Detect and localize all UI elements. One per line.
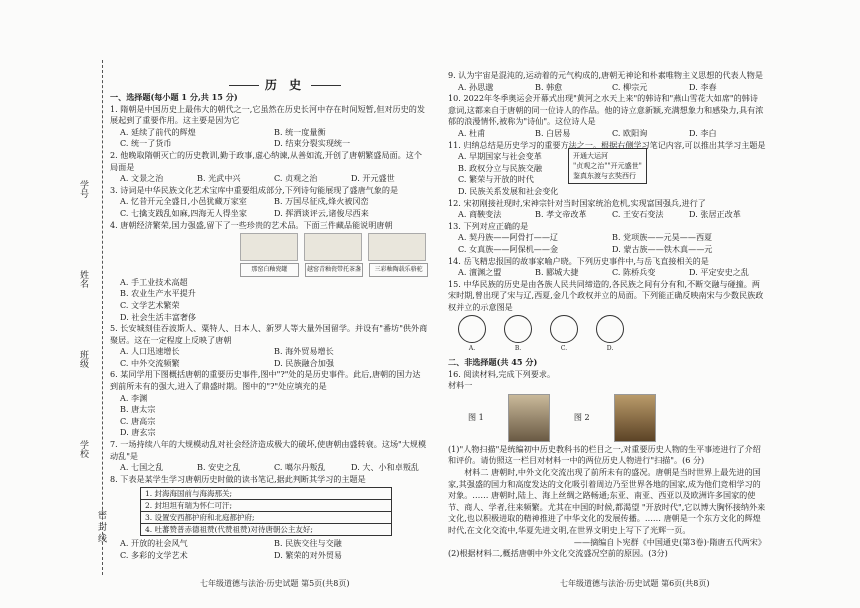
section-heading: 一、选择题(每小题 1 分,共 15 分): [110, 92, 238, 102]
question-stem: 8. 下表是某学生学习唐朝历史时做的读书笔记,据此判断其学习的主题是: [110, 473, 366, 484]
option: C. 噶尔丹叛乱: [274, 462, 326, 473]
q15-option-label: A.: [468, 345, 476, 353]
question-stem: 14. 岳飞精忠报国的故事家喻户晓。下列历史事件中,与岳飞直接相关的是: [448, 255, 709, 266]
option: C. 女真族——阿保机——金: [458, 243, 559, 254]
question-stem: 6. 某同学用下图概括唐朝的重要历史事件,图中"?"处的是历史事件。此后,唐朝的国力达到前所未有的强大,进入了鼎盛时期。图中的"?"处应填充的是: [110, 369, 421, 392]
artifact-picture: [368, 233, 426, 261]
fig2-label: 图 2: [573, 412, 590, 423]
question-stem: 1. 隋朝是中国历史上最伟大的朝代之一,它虽然在历史长河中存在时间短暂,但对历史的发展起到了重要作用。这主要是因为它: [110, 103, 425, 126]
page-title: 历 史: [190, 76, 380, 93]
option: A. 商鞅变法: [458, 209, 502, 220]
option: B. 海外贸易增长: [274, 346, 334, 357]
options: [448, 128, 766, 140]
q4-images: [110, 233, 428, 261]
option: A. 杜甫: [458, 127, 486, 138]
option: A. 人口迅速增长: [120, 346, 180, 357]
option: A. 开放的社会风气: [120, 538, 188, 549]
artifact-image: [240, 233, 298, 261]
q16-material2: 材料二 唐朝时,中外文化交流出现了前所未有的盛况。唐朝是当时世界上最先进的国家,其强盛的国力和高度发达的文化吸引着周边乃至世界各地的国家,成为他们竞相学习的对象。…… 唐朝时,陆上、海上丝绸之路畅通;东亚、南亚、西亚以及欧洲许多国家的使节、商人、学者,往来频繁。尤其在中国的时候,都渴望 "开放时代",它以博大胸怀接纳外来文化,也以积极进取的精神推进了中华文化的发展传播。…… 唐朝是一个东方文化的辉煌时代,在文化交流中,华夏先进文明,在世界文明史上写下了光辉一页。: [448, 467, 766, 535]
q15-options: [448, 315, 766, 355]
option: A. 李渊: [120, 392, 148, 403]
option: D. 大、小和卓叛乱: [351, 462, 420, 473]
question-stem: 13. 下列对应正确的是: [448, 220, 529, 231]
option: B. 党项族——元昊——西夏: [612, 232, 713, 243]
options: [448, 82, 766, 94]
artifact-picture: [240, 233, 298, 261]
option: C. 统一了货币: [120, 138, 172, 149]
option: B. 安史之乱: [197, 462, 241, 473]
question-stem: 10. 2022年冬季奥运会开幕式出现"黄河之水天上来"的韩诗和"燕山雪花大如席"的韩诗意词,这都来自于唐朝的同一位诗人的作品。他的诗立意新颖,充满想象力和感染力,具有浓郁的浪漫情怀,被称为"诗仙"。这位诗人是: [448, 93, 764, 127]
right-questions: [448, 70, 766, 355]
q11-note-3: 鉴真东渡与玄奘西行: [573, 172, 636, 180]
question-stem: 3. 诗词是中华民族文化艺术宝库中重要组成部分,下列诗句能展现了盛唐气象的是: [110, 184, 399, 195]
q16-material1-label: 材料一: [448, 380, 473, 391]
options: [448, 232, 766, 255]
q15-option: [596, 315, 624, 355]
option: D. 民族融合加强: [274, 357, 334, 368]
option: D. 繁荣的对外贸易: [274, 550, 343, 560]
option: D. 社会生活丰富奢侈: [120, 311, 197, 322]
options: [110, 173, 428, 185]
option: A. 契丹族——阿骨打——辽: [458, 232, 559, 243]
seal-line: [102, 60, 103, 575]
q15-option: [458, 315, 486, 355]
q15-option: [550, 315, 578, 355]
q16-req1: (1)"人物扫描"是统编初中历史教科书的栏目之一,对重要历史人物的生平事迹进行了介绍和评价。请仿照这一栏目对材料一中的两位历史人物进行"扫描"。(6 分): [448, 443, 761, 466]
question-stem: 11. 归纳总结是历史学习的重要方法之一。根据右侧学习笔记内容,可以推出其学习主题是: [448, 139, 766, 150]
options: [110, 462, 428, 474]
option: D. 蒙古族——铁木真——元: [612, 243, 713, 254]
option: B. 唐太宗: [120, 404, 156, 415]
question-stem: 15. 中华民族的历史是由各族人民共同缔造的,各民族之间有分有和,不断交融与碰撞。两宋时期,曾出现了宋与辽,西夏,金几个政权并立的局面。下列能正确反映南宋与少数民族政权并立的示意图是: [448, 278, 764, 312]
option: B. 农业生产水平提升: [120, 288, 196, 299]
q15-option: [504, 315, 532, 355]
q15-map-icon: [550, 315, 578, 343]
question-stem: 12. 宋初刚接社现时,宋神宗针对当时国家统治危机,实现富国强兵,进行了: [448, 197, 706, 208]
q16-req2: (2)根据材料二,概括唐朝中外文化交流盛况空前的原因。(3分): [448, 548, 668, 559]
option: B. 民族交往与交融: [274, 538, 342, 549]
left-questions: [110, 104, 428, 562]
q8-note-row: 3. 设置安西都护府和北庭都护府;: [141, 512, 391, 524]
q15-option-label: C.: [560, 345, 568, 353]
artifact-picture: [304, 233, 362, 261]
option: D. 唐玄宗: [120, 427, 156, 438]
q8-note-row: 1. 封海海国前与海海那关;: [141, 488, 391, 500]
question-stem: 9. 认为宇宙是混沌的,运动着的元气构成的,唐朝无神论和朴素唯物主义思想的代表人物是: [448, 70, 763, 80]
q11-note-2: "贞观之治""开元盛世": [573, 162, 642, 170]
q8-note-row: 4. 吐蕃赞普赤德祖赞(代赞祖赞)对待唐朝公主友好;: [145, 525, 313, 535]
left-column: [110, 90, 428, 562]
option: C. 王安石变法: [612, 209, 664, 220]
option: A. 文景之治: [120, 173, 164, 184]
q15-map-icon: [596, 315, 624, 343]
question-stem: 7. 一场持续八年的大规模动乱对社会经济造成极大的破坏,使唐朝由盛转衰。这场"大规模动乱"是: [110, 439, 427, 461]
option: B. 孝文帝改革: [535, 209, 587, 220]
option: C. 欧阳询: [612, 127, 648, 138]
options: [110, 196, 428, 219]
q11-note-1: 开通大运河: [573, 152, 608, 160]
option: D. 民族关系发展和社会变化: [458, 185, 559, 196]
option: C. 多彩的文学艺术: [120, 550, 188, 560]
q16-figures: [448, 394, 766, 442]
option: C. 中外交流频繁: [120, 357, 180, 368]
artifact-image: [304, 233, 362, 261]
seal-line-label: 密 封 线: [96, 510, 106, 543]
question-stem: 5. 长安城刻佳吞波斯人、粟特人、日本人、新罗人等大量外国留学。并设有"番坊"供外商聚居。这在一定程度上反映了唐朝: [110, 323, 428, 345]
option: C. 贞观之治: [274, 173, 318, 184]
option: C. 繁荣与开放的时代: [458, 174, 534, 185]
artifact-caption: 三彩釉陶载乐骆驼: [369, 263, 428, 277]
q15-option-label: D.: [606, 345, 614, 353]
option: B. 万国尽征戍,烽火被冈峦: [274, 196, 369, 207]
option: D. 李白: [689, 127, 717, 138]
option: B. 光武中兴: [197, 173, 241, 184]
footer-right: 七年级道德与法治·历史试题 第6页(共8页): [560, 579, 710, 588]
q8-notes-table: [140, 487, 392, 536]
option: A. 七国之乱: [120, 462, 164, 473]
q8-note-row: 2. 封坦坦有瑞为怀仁可汗;: [141, 500, 391, 512]
option: A. 延续了前代的辉煌: [120, 126, 196, 137]
option: D. 平定安史之乱: [689, 267, 749, 278]
artifact-image: [368, 233, 426, 261]
question-stem: 2. 他晚取隋朝灭亡的历史教训,勤于政事,虚心纳谏,从善如流,开创了唐朝繁盛局面。这个局面是: [110, 149, 422, 172]
question-stem: 4. 唐朝经济繁荣,国力强盛,留下了一些珍贵的艺术品。下面三件藏品能说明唐朝: [110, 219, 393, 230]
option: B. 统一度量衡: [274, 126, 326, 137]
option: C. 陈桥兵变: [612, 267, 656, 278]
option: A. 手工业技术高超: [120, 276, 188, 287]
option: C. 唐高宗: [120, 415, 156, 426]
option: A. 忆昔开元全盛日,小邑犹藏万家室: [120, 196, 247, 207]
option: D. 开元盛世: [351, 173, 395, 184]
fig1-label: 图 1: [468, 412, 484, 423]
option: C. 柳宗元: [612, 81, 648, 92]
option: D. 结束分裂实现统一: [274, 138, 351, 149]
artifact-caption: 那窑白釉瓷罐: [240, 263, 299, 277]
margin-label-school: 学校: [78, 440, 88, 458]
footer-left: 七年级道德与法治·历史试题 第5页(共8页): [200, 579, 350, 588]
margin-label-class: 班级: [78, 350, 88, 368]
q15-map-icon: [504, 315, 532, 343]
options: [448, 209, 766, 221]
margin-label-id: 学号: [78, 180, 88, 198]
q15-option-label: B.: [514, 345, 522, 353]
portrait-image: [508, 394, 550, 442]
option: C. 文学艺术繁荣: [120, 299, 180, 310]
q16-intro: 16. 阅读材料,完成下列要求。: [448, 368, 556, 379]
option: B. 郾城大捷: [535, 267, 579, 278]
option: D. 挥洒谈评云,诸俊尽西来: [274, 207, 369, 218]
artifact-caption: 越窑青釉瓷带托茶盏: [305, 263, 364, 277]
option: B. 韩愈: [535, 81, 563, 92]
options: [110, 538, 428, 561]
option: C. 七擒支践乱如麻,四海无人得坐家: [120, 207, 247, 218]
option: D. 李春: [689, 81, 717, 92]
options: [110, 346, 428, 369]
right-column: [448, 70, 766, 560]
option: A. 澶渊之盟: [458, 267, 502, 278]
q15-map-icon: [458, 315, 486, 343]
statue-image: [614, 394, 656, 442]
binding-margin: [60, 30, 106, 600]
q11-notes-box: [568, 148, 647, 184]
options: [110, 127, 428, 150]
option: B. 政权分立与民族交融: [458, 162, 542, 173]
options: [110, 393, 428, 439]
option: B. 白居易: [535, 127, 571, 138]
option: A. 孙思邈: [458, 81, 494, 92]
option: A. 早期国家与社会变革: [458, 151, 542, 162]
q16-source: ——摘编自卜宪群《中国通史(第3卷)·隋唐五代两宋》: [573, 536, 766, 547]
option: D. 张居正改革: [689, 209, 741, 220]
section-heading-2: 二、非选择题(共 45 分): [448, 357, 538, 368]
q4-captions: [110, 263, 428, 277]
options: [110, 277, 428, 323]
margin-label-name: 姓名: [78, 270, 88, 288]
options: [448, 267, 766, 279]
